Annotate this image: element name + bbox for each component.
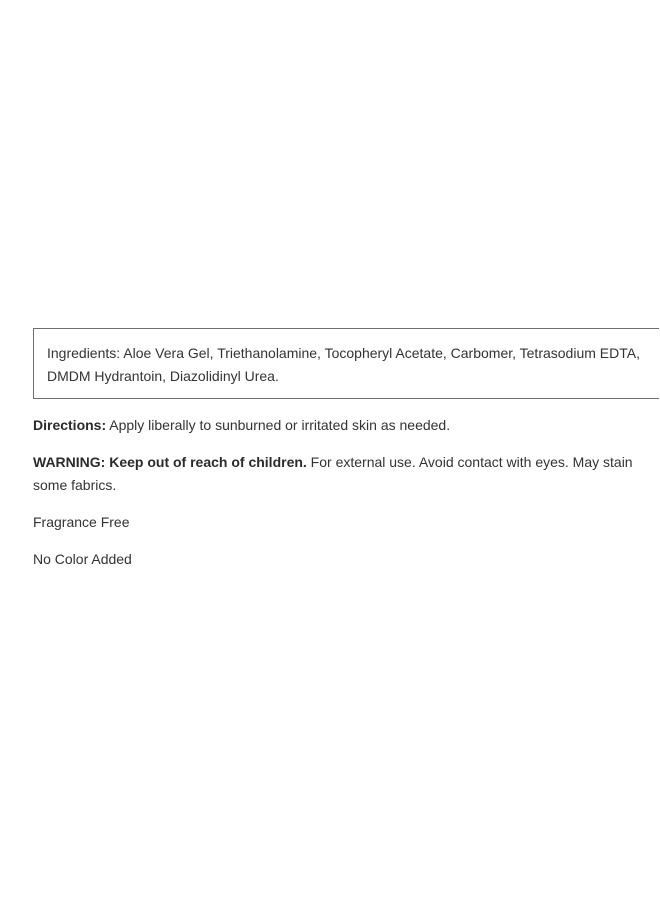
- warning-label: WARNING: Keep out of reach of children.: [33, 454, 307, 470]
- directions-text: Apply liberally to sunburned or irritated skin as needed.: [106, 417, 451, 433]
- no-color-added-note: No Color Added: [33, 551, 132, 567]
- warning-paragraph: [33, 451, 633, 497]
- directions-paragraph: [33, 414, 633, 437]
- directions-label: Directions:: [33, 417, 107, 433]
- warning-text: For external use. Avoid contact with eyes. May stain some fabrics.: [33, 454, 633, 493]
- ingredients-box: [33, 328, 659, 399]
- fragrance-free-note: Fragrance Free: [33, 514, 130, 530]
- ingredients-text: Ingredients: Aloe Vera Gel, Triethanolamine, Tocopheryl Acetate, Carbomer, Tetrasodium EDTA, DMDM Hydrantoin, Diazolidinyl Urea.: [47, 345, 640, 384]
